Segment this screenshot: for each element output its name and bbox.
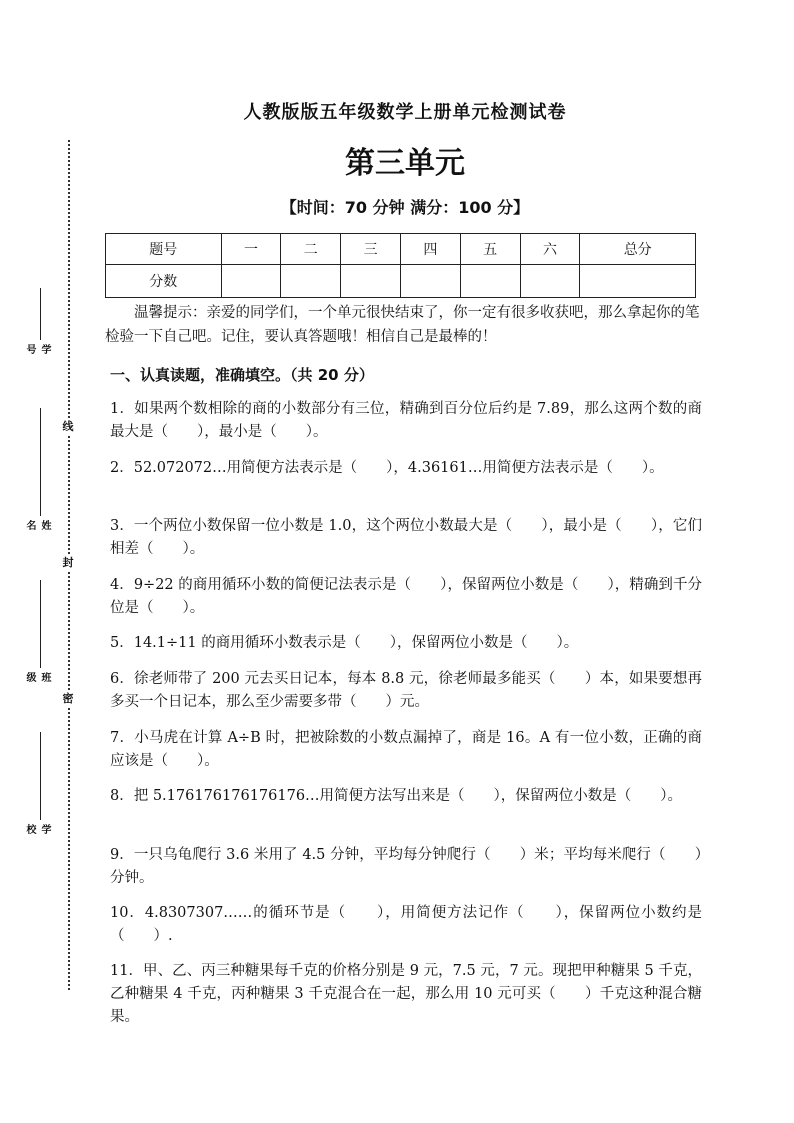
- field-label-class: 班级: [24, 672, 50, 682]
- score-cell-header: 四: [400, 234, 460, 265]
- score-input-cell[interactable]: [221, 265, 281, 298]
- field-label-name: 姓名: [24, 520, 50, 530]
- score-cell-header: 总分: [580, 234, 696, 265]
- seal-char-feng: 封: [62, 556, 74, 569]
- score-input-cell[interactable]: [400, 265, 460, 298]
- binding-margin: [0, 0, 100, 1123]
- question-6: 6．徐老师带了 200 元去买日记本，每本 8.8 元，徐老师最多能买（ ）本，如果要想再多买一个日记本，那么至少需要多带（ ）元。: [110, 671, 702, 710]
- score-table: [105, 233, 696, 298]
- question-4: 4．9÷22 的商用循环小数的简便记法表示是（ ），保留两位小数是（ ），精确到千分位是（ ）。: [110, 577, 702, 616]
- score-cell-header: 二: [281, 234, 341, 265]
- seal-char-mi: 密: [62, 692, 74, 705]
- unit-title: 第三单元: [345, 146, 465, 181]
- score-cell-header: 五: [460, 234, 520, 265]
- question-8: 8．把 5.176176176176176…用简便方法写出来是（ ），保留两位小数是（ ）。: [110, 788, 683, 804]
- score-row-label: 分数: [106, 265, 222, 298]
- score-cell-header: 三: [341, 234, 401, 265]
- time-and-score-info: 【时间：70 分钟 满分：100 分】: [280, 198, 530, 217]
- seal-char-xian: 线: [62, 420, 74, 433]
- score-table-score-row: [106, 265, 696, 298]
- score-cell-header: 一: [221, 234, 281, 265]
- score-input-cell[interactable]: [520, 265, 580, 298]
- question-2: 2．52.072072…用简便方法表示是（ ），4.36161…用简便方法表示是（ ）。: [110, 460, 664, 476]
- paper-title: 人教版版五年级数学上册单元检测试卷: [243, 102, 567, 123]
- question-10: 10．4.8307307……的循环节是（ ），用简便方法记作（ ），保留两位小数约是（ ）.: [110, 905, 702, 944]
- score-table-header-row: [106, 234, 696, 265]
- question-9: 9．一只乌龟爬行 3.6 米用了 4.5 分钟，平均每分钟爬行（ ）米；平均每米爬行（ ）分钟。: [110, 847, 702, 886]
- score-input-cell[interactable]: [341, 265, 401, 298]
- question-3: 3．一个两位小数保留一位小数是 1.0，这个两位小数最大是（ ），最小是（ ），它们相差（ ）。: [110, 518, 702, 557]
- field-label-student-id: 学号: [24, 344, 50, 354]
- question-7: 7．小马虎在计算 A÷B 时，把被除数的小数点漏掉了，商是 16。A 有一位小数，正确的商应该是（ ）。: [110, 730, 702, 769]
- score-input-cell[interactable]: [281, 265, 341, 298]
- score-cell-header: 题号: [106, 234, 222, 265]
- question-11: 11．甲、乙、丙三种糖果每千克的价格分别是 9 元，7.5 元，7 元。现把甲种糖果 5 千克，乙种糖果 4 千克，丙种糖果 3 千克混合在一起，那么用 10 元可买（ ）千克这种混合糖果。: [110, 963, 702, 1025]
- field-label-school: 学校: [24, 824, 50, 834]
- question-1: 1．如果两个数相除的商的小数部分有三位，精确到百分位后约是 7.89，那么这两个数的商最大是（ ），最小是（ ）。: [110, 401, 702, 440]
- question-5: 5．14.1÷11 的商用循环小数表示是（ ），保留两位小数是（ ）。: [110, 635, 579, 651]
- warm-tip: 温馨提示：亲爱的同学们，一个单元很快结束了，你一定有很多收获吧，那么拿起你的笔检验一下自己吧。记住，要认真答题哦！相信自己是最棒的！: [105, 305, 700, 345]
- score-input-cell[interactable]: [580, 265, 696, 298]
- section-heading-1: 一、认真读题，准确填空。（共 20 分）: [110, 366, 374, 384]
- score-cell-header: 六: [520, 234, 580, 265]
- score-input-cell[interactable]: [460, 265, 520, 298]
